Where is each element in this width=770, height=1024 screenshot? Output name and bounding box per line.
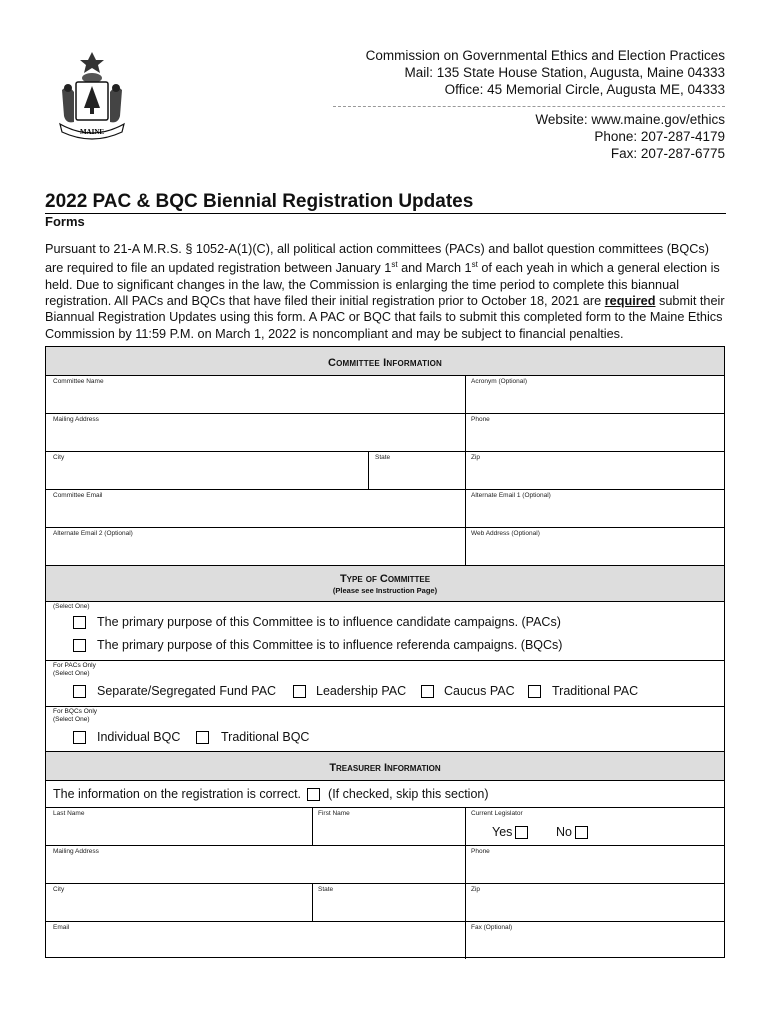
commission-contact-block (535, 111, 725, 162)
legislator-no-checkbox[interactable] (575, 826, 588, 839)
mail-address: Mail: 135 State House Station, Augusta, Maine 04333 (404, 65, 725, 80)
row-divider (46, 413, 724, 414)
city-label: City (53, 454, 65, 461)
treasurer-city-label: City (53, 886, 65, 893)
skip-section-note: (If checked, skip this section) (328, 787, 489, 801)
zip-label: Zip (471, 454, 481, 461)
committee-type-subheading: (Please see Instruction Page) (332, 586, 438, 595)
alt-email-1-label: Alternate Email 1 (Optional) (471, 492, 551, 499)
row-divider (46, 883, 724, 884)
pac-leadership-checkbox[interactable] (293, 685, 306, 698)
treasurer-info-header (46, 751, 724, 781)
acronym-label: Acronym (Optional) (471, 378, 527, 385)
row-divider (46, 451, 724, 452)
legislator-yes-option[interactable] (492, 825, 528, 839)
bqc-individual-label: Individual BQC (97, 730, 181, 744)
pacs-only-label: For PACs Only (Select One) (53, 662, 96, 677)
row-divider (46, 660, 724, 661)
treasurer-email-label: Email (53, 924, 70, 931)
committee-type-header (46, 565, 724, 602)
purpose-pac-option[interactable] (73, 615, 561, 629)
commission-name: Commission on Governmental Ethics and Election Practices (365, 48, 725, 63)
fax-number: Fax: 207-287-6775 (610, 146, 725, 161)
legislator-no-label: No (556, 825, 572, 839)
row-divider (46, 807, 724, 808)
treasurer-fax-label: Fax (Optional) (471, 924, 513, 931)
treasurer-info-heading: Treasurer Information (329, 762, 441, 774)
purpose-bqc-checkbox[interactable] (73, 639, 86, 652)
pac-segregated-checkbox[interactable] (73, 685, 86, 698)
commission-address-block (366, 47, 725, 98)
pac-type-segregated-option[interactable] (73, 684, 276, 698)
website: Website: www.maine.gov/ethics (535, 112, 725, 127)
treasurer-zip-label: Zip (471, 886, 481, 893)
legislator-yes-checkbox[interactable] (515, 826, 528, 839)
row-divider (46, 489, 724, 490)
phone-label: Phone (471, 416, 490, 423)
pac-traditional-checkbox[interactable] (528, 685, 541, 698)
column-divider (368, 451, 369, 489)
treasurer-phone-label: Phone (471, 848, 490, 855)
registration-correct-option[interactable] (53, 787, 489, 801)
treasurer-state-label: State (318, 886, 334, 893)
seal-text: MAINE (79, 128, 105, 136)
bqc-traditional-checkbox[interactable] (196, 731, 209, 744)
intro-paragraph: Pursuant to 21-A M.R.S. § 1052-A(1)(C), all political action committees (PACs) and ballot question committees (BQCs) are required to file an updated registration between January 1st and March 1st of each yeah in which a general election is held. Due to significant changes in the law, the Commission is enlarging the time period to complete this biannual registration. All PACs and BQCs that have filed their initial registration prior to October 18, 2021 are required submit their Biannual Registration Updates using this form. A PAC or BQC that fails to submit this completed form to the Maine Ethics Commission by 11:59 P.M. on March 1, 2022 is noncompliant and may be subject to financial penalties. (45, 242, 725, 341)
pac-type-traditional-option[interactable] (528, 684, 638, 698)
pac-type-caucus-option[interactable] (421, 684, 515, 698)
column-divider (312, 807, 313, 845)
form-subtitle: Forms (45, 214, 85, 229)
pac-traditional-label: Traditional PAC (552, 684, 639, 698)
purpose-pac-label: The primary purpose of this Committee is to influence candidate campaigns. (PACs) (97, 615, 561, 629)
office-address: Office: 45 Memorial Circle, Augusta ME, 04333 (444, 82, 725, 97)
registration-correct-checkbox[interactable] (307, 788, 320, 801)
purpose-bqc-label: The primary purpose of this Committee is to influence referenda campaigns. (BQCs) (97, 638, 563, 652)
row-divider (46, 921, 724, 922)
committee-name-label: Committee Name (53, 378, 104, 385)
legislator-no-option[interactable] (556, 825, 588, 839)
pac-segregated-label: Separate/Segregated Fund PAC (97, 684, 277, 698)
phone-number: Phone: 207-287-4179 (594, 129, 725, 144)
column-divider (312, 883, 313, 921)
row-divider (46, 706, 724, 707)
committee-type-heading: Type of Committee (339, 573, 431, 585)
bqc-type-traditional-option[interactable] (196, 730, 309, 744)
current-legislator-label: Current Legislator (471, 810, 523, 817)
committee-email-label: Committee Email (53, 492, 103, 499)
last-name-label: Last Name (53, 810, 85, 817)
first-name-label: First Name (318, 810, 350, 817)
registration-correct-label: The information on the registration is correct. (53, 787, 302, 801)
legislator-yes-label: Yes (492, 825, 513, 839)
pac-caucus-checkbox[interactable] (421, 685, 434, 698)
row-divider (46, 845, 724, 846)
pac-leadership-label: Leadership PAC (316, 684, 407, 698)
purpose-pac-checkbox[interactable] (73, 616, 86, 629)
pac-caucus-label: Caucus PAC (444, 684, 515, 698)
alt-email-2-label: Alternate Email 2 (Optional) (53, 530, 133, 537)
treasurer-mailing-address-label: Mailing Address (53, 848, 99, 855)
row-divider (46, 527, 724, 528)
column-divider (465, 375, 466, 565)
title-underline (45, 213, 726, 214)
header-divider (333, 106, 725, 107)
required-emphasis: required (604, 294, 656, 309)
committee-info-heading: Committee Information (327, 357, 443, 369)
mailing-address-label: Mailing Address (53, 416, 99, 423)
select-one-label: (Select One) (53, 603, 90, 610)
pac-type-leadership-option[interactable] (293, 684, 406, 698)
maine-state-seal-logo (56, 50, 128, 142)
form-title: 2022 PAC & BQC Biennial Registration Updates (45, 191, 474, 212)
registration-form (45, 346, 725, 958)
bqcs-only-label: For BQCs Only (Select One) (53, 708, 98, 723)
purpose-bqc-option[interactable] (73, 638, 562, 652)
bqc-traditional-label: Traditional BQC (221, 730, 310, 744)
bqc-individual-checkbox[interactable] (73, 731, 86, 744)
committee-info-header (46, 347, 724, 376)
state-label: State (375, 454, 391, 461)
bqc-type-individual-option[interactable] (73, 730, 180, 744)
web-address-label: Web Address (Optional) (471, 530, 540, 537)
